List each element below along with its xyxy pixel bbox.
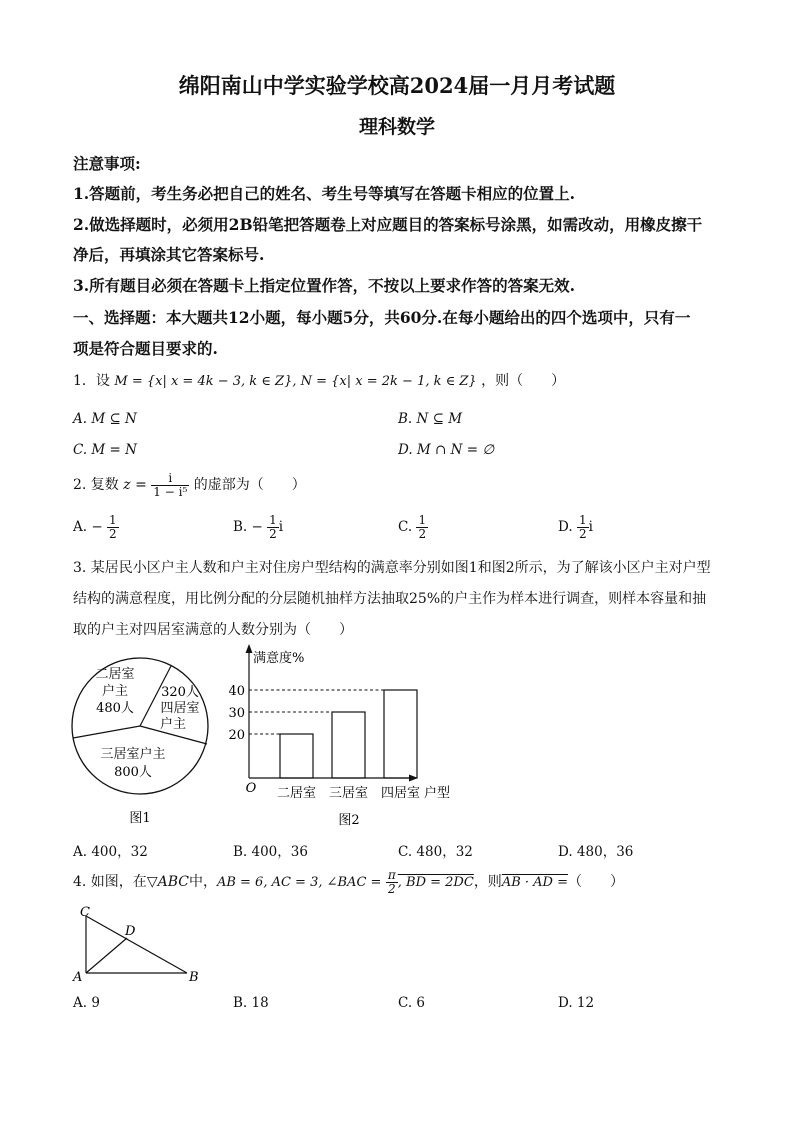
q1-stem: M = {x| x = 4k − 3, k ∈ Z}, N = {x| x = 2k − 1, k ∈ Z} <box>114 374 477 389</box>
pie-slice-3-label-1: 三居室户主 <box>100 747 166 762</box>
y-axis-arrow <box>246 644 253 653</box>
vertex-c-label: C <box>80 905 90 920</box>
pie-slice-1-label-2: 户主 <box>101 684 129 699</box>
q2-option-d-suffix: i <box>588 519 593 535</box>
origin-label: O <box>245 781 257 796</box>
q1-option-d: D. M ∩ N = ∅ <box>398 442 495 458</box>
pie-figure-1 <box>68 652 218 832</box>
q2-option-b-fraction <box>267 514 279 540</box>
note-item-2: 2.做选择题时，必须用2B铅笔把答题卷上对应题目的答案标号涂黑，如需改动，用橡皮擦干 <box>73 215 703 234</box>
q2-option-c-den: 2 <box>418 527 427 541</box>
y-tick-label-20: 20 <box>228 728 245 743</box>
note-item-2-cont: 净后，再填涂其它答案标号. <box>73 245 265 264</box>
q3-option-a: A. 400，32 <box>73 844 148 860</box>
pie-slice-1-label-3: 480人 <box>96 701 134 716</box>
q2-option-c-num: 1 <box>418 513 427 528</box>
q2-numerator: i <box>151 472 189 486</box>
q2-option-d-fraction <box>577 514 589 540</box>
bar-2 <box>332 712 365 778</box>
q2-option-c-fraction <box>416 514 428 540</box>
section-heading-line2: 项是符合题目要求的. <box>73 339 218 358</box>
q3-option-d: D. 480，36 <box>558 844 634 860</box>
side-bc <box>86 916 187 973</box>
q4-two: 2 <box>388 881 396 896</box>
vertex-b-label: B <box>189 970 199 985</box>
q2-option-d-label: D. <box>558 519 573 535</box>
q2-suffix: 的虚部为（ ） <box>193 477 306 493</box>
q2-option-a-label: A. <box>73 519 88 535</box>
q2-denominator: 1 − i⁵ <box>153 484 188 499</box>
q2-option-a <box>73 512 119 542</box>
q4-triangle: ▽ABC <box>146 874 189 890</box>
x-axis-label: 户型 <box>423 786 451 801</box>
q3-line-1: 3. 某居民小区户主人数和户主对住房户型结构的满意率分别如图1和图2所示，为了解该小区户主对户型 <box>73 560 711 576</box>
bar-chart-figure-2 <box>225 640 480 835</box>
note-item-3: 3.所有题目必须在答题卡上指定位置作答，不按以上要求作答的答案无效. <box>73 276 576 295</box>
q2-option-a-sign: − <box>91 519 103 535</box>
q4-pi: π <box>387 867 396 882</box>
pie-divider-1 <box>73 726 140 738</box>
pie-slice-2-label-2: 四居室 <box>160 701 200 716</box>
q2-option-b-label: B. <box>233 519 248 535</box>
vertex-a-label: A <box>73 970 83 985</box>
question-4 <box>73 866 624 899</box>
q2-option-b-suffix: i <box>278 519 284 535</box>
bar-chart-caption: 图2 <box>338 813 360 828</box>
bar-1 <box>280 734 313 778</box>
q4-mid: 中， <box>188 874 217 890</box>
notes-heading: 注意事项: <box>73 154 141 173</box>
pie-caption: 图1 <box>129 811 151 826</box>
q3-option-b: B. 400，36 <box>233 844 308 860</box>
q3-option-c: C. 480，32 <box>398 844 473 860</box>
q3-line-2: 结构的满意程度，用比例分配的分层随机抽样方法抽取25%的户主作为样本进行调查，则样本容量和抽 <box>73 591 707 607</box>
note-item-1: 1.答题前，考生务必把自己的姓名、考生号等填写在答题卡相应的位置上. <box>73 184 576 203</box>
pie-slice-1-label-1: 二居室 <box>95 667 135 682</box>
point-d-label: D <box>125 924 136 939</box>
bar-3 <box>384 690 417 778</box>
question-1 <box>73 370 565 390</box>
q2-z: z = <box>123 477 147 493</box>
q4-option-a: A. 9 <box>73 995 100 1011</box>
q2-option-d-num: 1 <box>578 513 587 528</box>
pie-slice-2-label-3: 户主 <box>159 717 187 732</box>
q2-option-a-fraction <box>107 514 119 540</box>
q4-option-c: C. 6 <box>398 995 426 1011</box>
y-axis-label: 满意度% <box>253 651 305 666</box>
q2-option-b-den: 2 <box>269 527 277 541</box>
q4-prefix: 4. 如图，在 <box>73 874 147 890</box>
bar-layer <box>228 684 420 801</box>
y-tick-label-30: 30 <box>228 706 245 721</box>
pie-slice-3-label-2: 800人 <box>114 765 152 780</box>
q2-option-b-num: 1 <box>269 513 277 528</box>
q2-option-a-den: 2 <box>108 527 117 541</box>
q2-option-b <box>233 512 283 542</box>
q2-option-d-den: 2 <box>578 527 587 541</box>
q1-number: 1．设 <box>73 373 110 389</box>
q4-then: ，则 <box>473 874 502 890</box>
triangle-figure <box>70 902 210 987</box>
q4-pi-fraction <box>386 869 398 895</box>
q2-prefix: 2. 复数 <box>73 477 119 493</box>
q2-option-b-sign: − <box>251 519 263 535</box>
pie-slice-2-label-1: 320人 <box>161 685 199 700</box>
x-tick-label-1: 二居室 <box>276 786 317 801</box>
q1-option-c: C. M = N <box>73 442 137 458</box>
page-title: 绵阳南山中学实验学校高2024届一月月考试题 <box>178 73 616 98</box>
x-tick-label-2: 三居室 <box>328 786 369 801</box>
q1-option-a: A. M ⊆ N <box>73 411 137 427</box>
page-subtitle: 理科数学 <box>358 116 435 138</box>
q4-option-d: D. 12 <box>558 995 595 1011</box>
question-2 <box>73 470 306 500</box>
q1-tail: ，则（ ） <box>481 373 566 389</box>
section-heading-line1: 一、选择题：本大题共12小题，每小题5分，共60分.在每小题给出的四个选项中，只有一 <box>73 308 691 327</box>
y-tick-label-40: 40 <box>228 684 245 699</box>
q3-line-3: 取的户主对四居室满意的人数分别为（ ） <box>73 622 353 638</box>
segment-ad <box>86 938 127 973</box>
q4-conditions: AB = 6, AC = 3, ∠BAC = <box>216 875 382 890</box>
q1-option-b: B. N ⊆ M <box>398 411 463 427</box>
q4-vector-condition: , BD = 2DC <box>397 875 474 890</box>
q4-option-b: B. 18 <box>233 995 269 1011</box>
q4-tail: （ ） <box>568 874 624 890</box>
q4-dot-product: AB · AD = <box>501 875 568 890</box>
q2-fraction <box>151 472 189 498</box>
q2-option-c <box>398 512 428 542</box>
q2-option-a-num: 1 <box>108 513 117 528</box>
q2-option-d <box>558 512 593 542</box>
q2-option-c-label: C. <box>398 519 413 535</box>
x-tick-label-3: 四居室 <box>380 786 421 801</box>
